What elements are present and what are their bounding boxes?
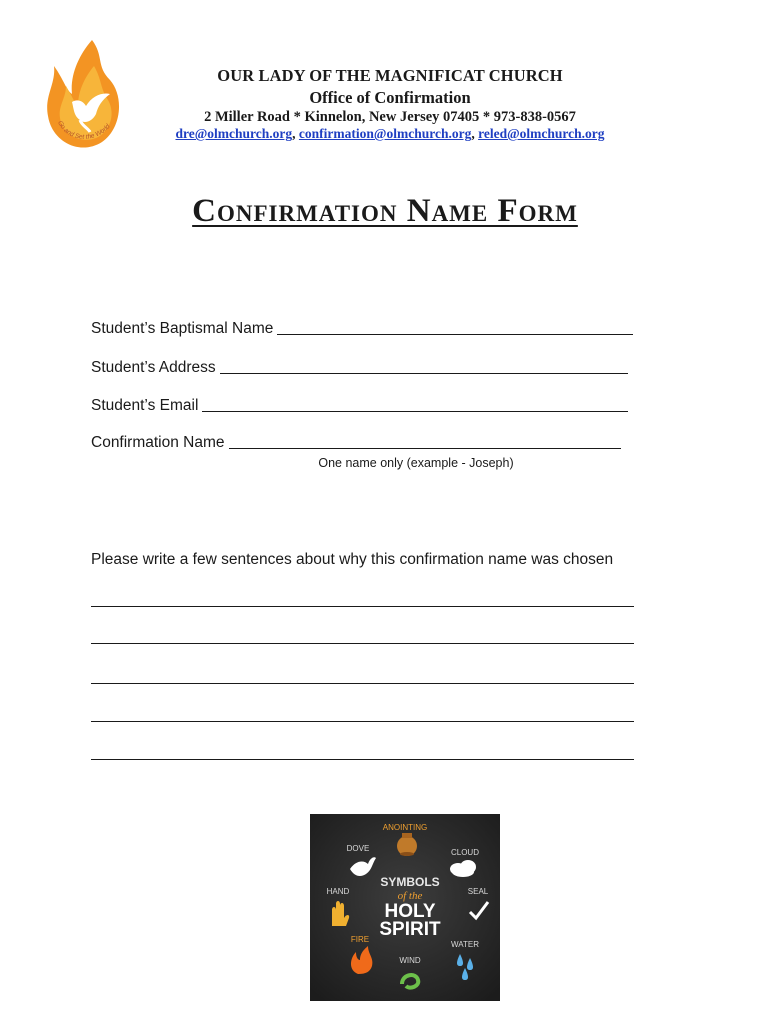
symbol-label-anointing: ANOINTING xyxy=(382,823,428,832)
essay-line[interactable] xyxy=(91,721,634,722)
baptismal-name-field xyxy=(91,320,633,338)
baptismal-name-blank[interactable] xyxy=(277,333,633,335)
email-blank[interactable] xyxy=(202,410,628,412)
church-logo xyxy=(44,36,126,154)
address-field xyxy=(91,359,628,377)
confirmation-name-field xyxy=(91,434,621,452)
church-name: OUR LADY OF THE MAGNIFICAT CHURCH xyxy=(217,66,563,85)
contact-emails xyxy=(130,126,650,142)
poster-title-line3: HOLY xyxy=(384,901,436,922)
holy-spirit-symbols-image xyxy=(310,814,500,1001)
office-name: Office of Confirmation xyxy=(309,88,471,107)
symbol-label-fire: FIRE xyxy=(350,935,370,944)
poster-title-line4: SPIRIT xyxy=(379,919,441,940)
baptismal-name-label: Student’s Baptismal Name xyxy=(91,320,274,337)
symbol-label-water: WATER xyxy=(451,940,479,949)
essay-line[interactable] xyxy=(91,643,634,644)
essay-line[interactable] xyxy=(91,606,634,607)
confirmation-name-blank[interactable] xyxy=(229,447,621,449)
email-separator: , xyxy=(471,126,479,141)
email-link-reled[interactable]: reled@olmchurch.org xyxy=(478,126,605,141)
email-field xyxy=(91,397,628,415)
symbol-label-wind: WIND xyxy=(399,956,421,965)
email-label: Student’s Email xyxy=(91,397,199,414)
email-link-dre[interactable]: dre@olmchurch.org xyxy=(175,126,293,141)
confirmation-name-label: Confirmation Name xyxy=(91,434,225,451)
essay-line[interactable] xyxy=(91,759,634,760)
symbol-label-cloud: CLOUD xyxy=(450,848,480,857)
poster-title-line2: of the xyxy=(397,890,423,902)
church-address: 2 Miller Road * Kinnelon, New Jersey 07405 * 973-838-0567 xyxy=(204,109,576,125)
symbol-label-dove: DOVE xyxy=(346,844,370,853)
address-blank[interactable] xyxy=(220,372,628,374)
poster-title-line1: SYMBOLS xyxy=(380,875,440,889)
email-link-confirmation[interactable]: confirmation@olmchurch.org xyxy=(298,126,472,141)
email-separator: , xyxy=(292,126,299,141)
essay-line[interactable] xyxy=(91,683,634,684)
symbol-label-hand: HAND xyxy=(326,887,350,896)
form-title: Confirmation Name Form xyxy=(192,193,578,229)
symbol-label-seal: SEAL xyxy=(467,887,489,896)
logo-motto: Go and Set the World xyxy=(56,119,112,141)
address-label: Student’s Address xyxy=(91,359,216,376)
confirmation-name-hint: One name only (example - Joseph) xyxy=(318,456,514,470)
essay-prompt: Please write a few sentences about why this confirmation name was chosen xyxy=(91,551,614,568)
